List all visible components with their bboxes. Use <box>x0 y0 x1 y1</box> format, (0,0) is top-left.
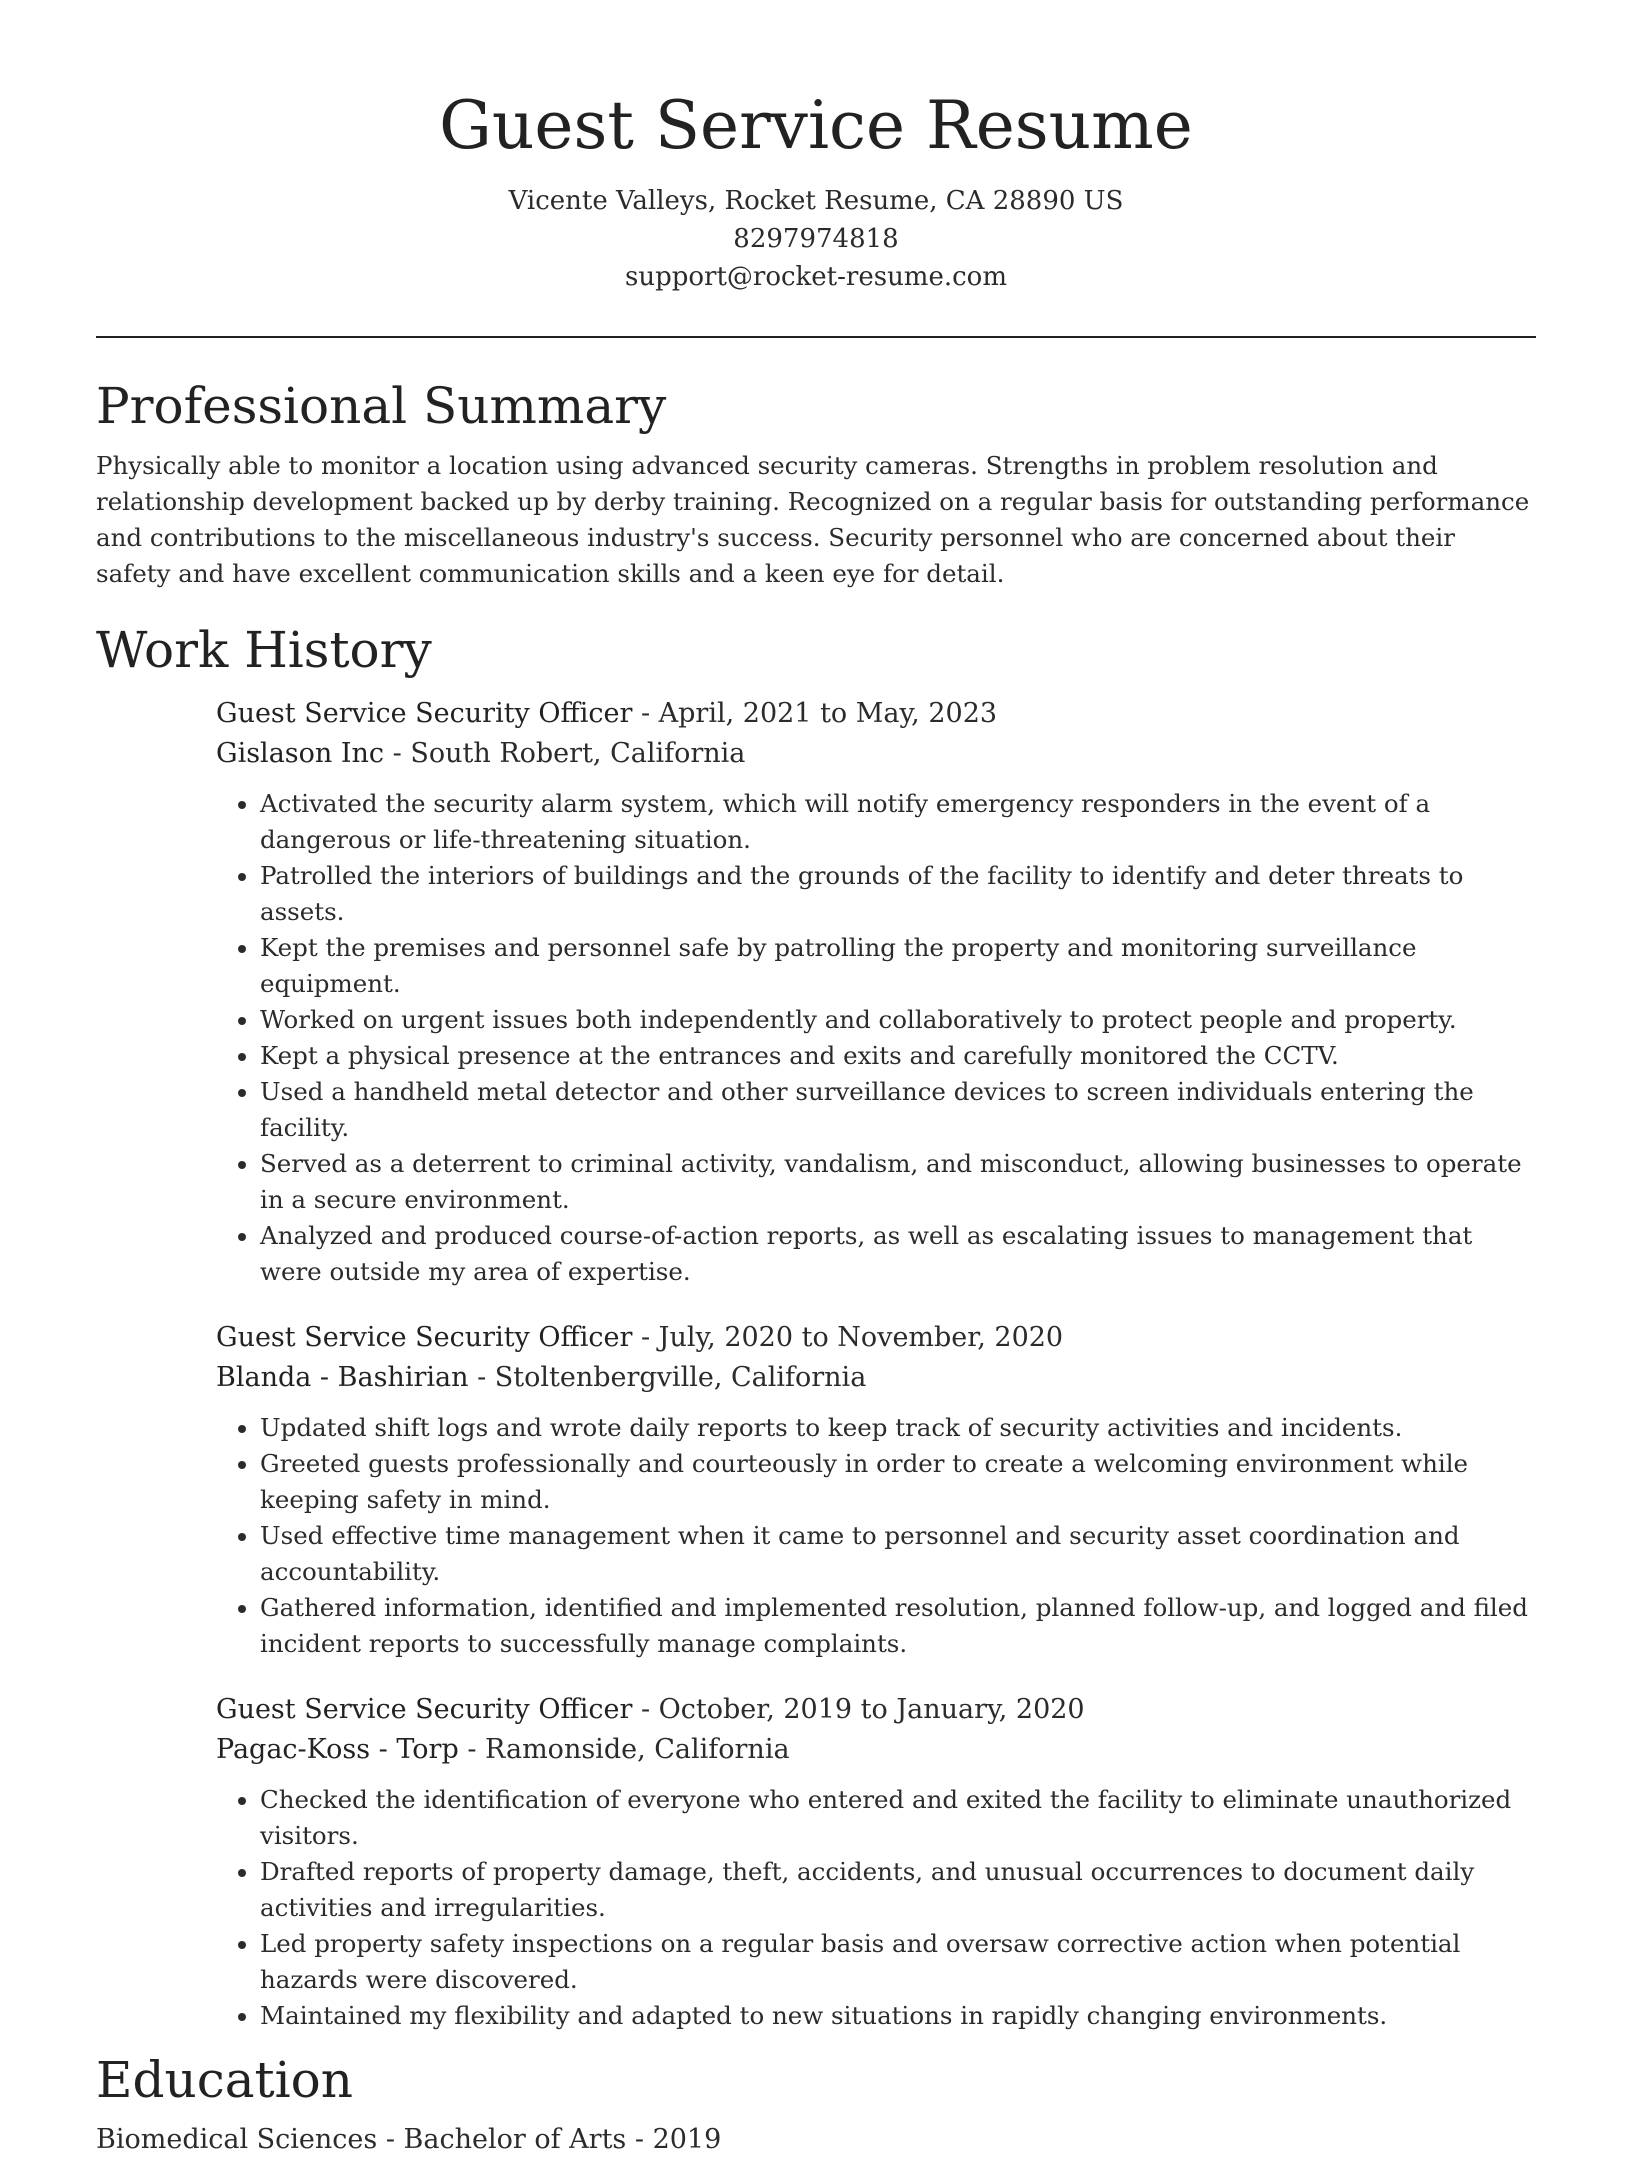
list-item: • Drafted reports of property damage, theft, accidents, and unusual occurrences to document daily activities and irregularities. <box>260 1854 1536 1926</box>
page-title: Guest Service Resume <box>439 87 1193 164</box>
job-title: Guest Service Security Officer <box>216 1694 633 1725</box>
list-item: • Greeted guests professionally and courteously in order to create a welcoming environment while keeping safety in mind. <box>260 1446 1536 1518</box>
list-item: • Updated shift logs and wrote daily reports to keep track of security activities and incidents. <box>260 1410 1536 1446</box>
job-location: - Ramonside, California <box>458 1734 790 1765</box>
job-location: - Stoltenbergville, California <box>468 1362 867 1393</box>
job-dates: - October, 2019 to January, 2020 <box>632 1694 1085 1725</box>
list-item: • Worked on urgent issues both independently and collaboratively to protect people and property. <box>260 1002 1536 1038</box>
list-item: • Used a handheld metal detector and other surveillance devices to screen individuals entering the facility. <box>260 1074 1536 1146</box>
list-item: • Gathered information, identified and implemented resolution, planned follow-up, and logged and filed incident reports to successfully manage complaints. <box>260 1590 1536 1662</box>
job-company: Blanda - Bashirian <box>216 1362 469 1393</box>
job-title-line <box>216 1690 1536 1730</box>
job-dates: - July, 2020 to November, 2020 <box>632 1322 1064 1353</box>
work-history-heading: Work History <box>96 621 432 679</box>
list-item: • Kept a physical presence at the entrances and exits and carefully monitored the CCTV. <box>260 1038 1536 1074</box>
contact-phone: 8297974818 <box>733 224 899 254</box>
job-title-line <box>216 694 1536 734</box>
list-item: • Checked the identification of everyone who entered and exited the facility to eliminate unauthorized visitors. <box>260 1782 1536 1854</box>
job-dates: - April, 2021 to May, 2023 <box>632 698 998 729</box>
list-item: • Served as a deterrent to criminal activity, vandalism, and misconduct, allowing businesses to operate in a secure environment. <box>260 1146 1536 1218</box>
contact-block <box>96 182 1536 296</box>
resume-header <box>96 0 1536 296</box>
job-duties <box>216 786 1536 1290</box>
job-duties <box>216 1410 1536 1662</box>
job-company: Pagac-Koss - Torp <box>216 1734 459 1765</box>
contact-email: support@rocket-resume.com <box>624 262 1007 292</box>
job-entry <box>216 1690 1536 2034</box>
job-duties <box>216 1782 1536 2034</box>
header-divider <box>96 336 1536 338</box>
job-entry <box>216 1318 1536 1662</box>
work-history-list <box>216 694 1536 2034</box>
education-section <box>96 2048 1536 2160</box>
job-title: Guest Service Security Officer <box>216 1322 633 1353</box>
education-entry: Biomedical Sciences - Bachelor of Arts - 2019 <box>96 2124 722 2155</box>
job-location: - South Robert, California <box>384 738 746 769</box>
job-title-line <box>216 1318 1536 1358</box>
education-heading: Education <box>96 2051 353 2109</box>
job-company-line <box>216 1730 1536 1770</box>
list-item: • Analyzed and produced course-of-action reports, as well as escalating issues to management that were outside my area of expertise. <box>260 1218 1536 1290</box>
work-history-section <box>96 618 1536 2034</box>
job-company-line <box>216 1358 1536 1398</box>
summary-text: Physically able to monitor a location using advanced security cameras. Strengths in problem resolution and relationship development backed up by derby training. Recognized on a regular basis for outstanding performance and contributions to the miscellaneous industry's success. Security personnel who are concerned about their safety and have excellent communication skills and a keen eye for detail. <box>96 451 1530 588</box>
summary-section <box>96 374 1536 592</box>
job-company: Gislason Inc <box>216 738 385 769</box>
contact-address: Vicente Valleys, Rocket Resume, CA 28890 US <box>508 186 1124 216</box>
list-item: • Activated the security alarm system, which will notify emergency responders in the event of a dangerous or life-threatening situation. <box>260 786 1536 858</box>
list-item: • Used effective time management when it came to personnel and security asset coordination and accountability. <box>260 1518 1536 1590</box>
job-title: Guest Service Security Officer <box>216 698 633 729</box>
list-item: • Led property safety inspections on a regular basis and oversaw corrective action when potential hazards were discovered. <box>260 1926 1536 1998</box>
list-item: • Maintained my flexibility and adapted to new situations in rapidly changing environments. <box>260 1998 1536 2034</box>
job-entry <box>216 694 1536 1290</box>
list-item: • Patrolled the interiors of buildings and the grounds of the facility to identify and deter threats to assets. <box>260 858 1536 930</box>
summary-heading: Professional Summary <box>96 377 667 435</box>
job-company-line <box>216 734 1536 774</box>
list-item: • Kept the premises and personnel safe by patrolling the property and monitoring surveillance equipment. <box>260 930 1536 1002</box>
